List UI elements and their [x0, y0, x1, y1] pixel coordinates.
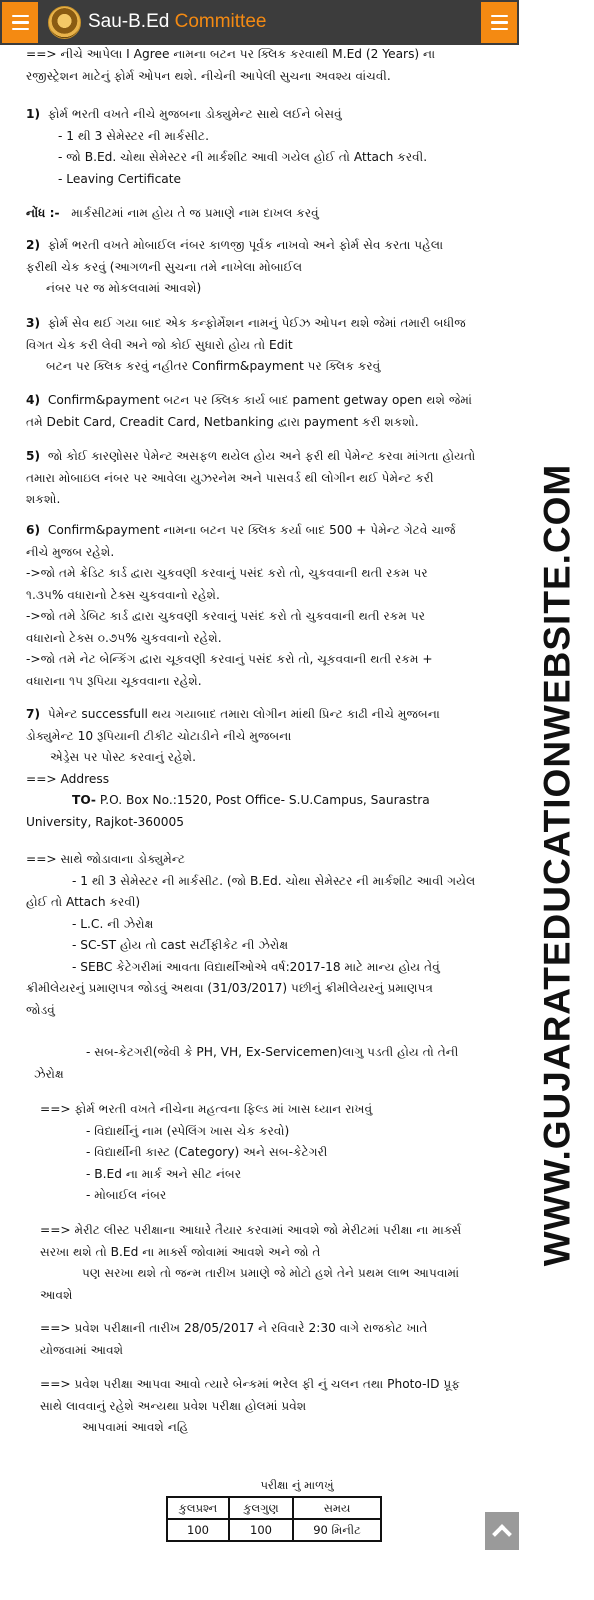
instruction-4: [26, 390, 508, 433]
paragraph-line: સાથે લાવવાનું રહેશે અન્યથા પ્રવેશ પરીક્ષા હોલમાં પ્રવેશ: [40, 1398, 307, 1413]
paragraph-line: આવશે: [40, 1287, 73, 1302]
menu-bar: [491, 28, 508, 31]
step-number: 3): [26, 316, 41, 330]
address-line: University, Rajkot-360005: [26, 814, 185, 829]
step-text: વધારાનો ટેક્સ ૦.૭૫% ચુકવવાનો રહેશે.: [26, 630, 222, 645]
step-text: ફોર્મ ભરતી વખતે મોબાઈલ નંબર કાળજી પૂર્વક નાખવો અને ફોર્મ સેવ કરતા પહેલા: [47, 238, 444, 252]
documents-section: [26, 849, 508, 1021]
list-item: - Leaving Certificate: [58, 171, 182, 186]
step-text: વિગત ચેક કરી લેવી અને જો કોઈ સુધારો હોય તો Edit: [26, 337, 293, 352]
paragraph-line: આપવામાં આવશે નહિ: [82, 1420, 189, 1434]
table-header-row: [167, 1497, 381, 1519]
list-item: - L.C. ની ઝેરોક્ષ: [72, 916, 154, 931]
paragraph-line: પણ સરખા થશે તો જન્મ તારીખ પ્રમાણે જે મોટો હશે તેને પ્રથમ લાભ આપવામાં: [82, 1266, 460, 1280]
instruction-6: [26, 520, 508, 692]
instruction-5: [26, 446, 508, 511]
note-paragraph: [26, 203, 508, 225]
step-text: નીચે મુજબ રહેશે.: [26, 544, 115, 559]
column-header: કુલપ્રશ્ન: [167, 1497, 229, 1519]
list-item: - જો B.Ed. ચોથા સેમેસ્ટર ની માર્કશીટ આવી ગયેલ હોઈ તો Attach કરવી.: [58, 150, 428, 164]
step-text: ફોર્મ ભરતી વખતે નીચે મુજબના ડોક્યુમેન્ટ સાથે લઈને બેસવું: [47, 107, 342, 121]
step-text: ફોર્મ સેવ થઈ ગયા બાદ એક કન્ફોર્મેશન નામનું પેઈઝ ઓપન થશે જેમાં તમારી બધીજ: [47, 316, 466, 330]
step-text: વધારાના ૧૫ રૂપિયા ચૂકવવાના રહેશે.: [26, 673, 202, 688]
step-text: નંબર પર જ મોકલવામાં આવશે): [46, 281, 202, 295]
hamburger-menu-icon[interactable]: [2, 2, 38, 43]
step-text: ૧.૩૫% વધારાનો ટેક્સ ચુકવવાનો રહેશે.: [26, 587, 220, 602]
list-item: - 1 થી 3 સેમેસ્ટર ની માર્કસીટ.: [58, 128, 209, 143]
step-text: એડ્રેસ પર પોસ્ટ કરવાનું રહેશે.: [50, 750, 197, 764]
chevron-up-icon: [492, 1524, 512, 1544]
top-navigation-bar: [0, 0, 519, 45]
paragraph-line: ==> મેરીટ લીસ્ટ પરીક્ષાના આધારે તૈયાર કરવામાં આવશે જો મેરીટમાં પરીક્ષા ના માર્ક્સ: [40, 1223, 462, 1237]
menu-bar: [491, 15, 508, 18]
website-watermark: WWW.GUJARATEDUCATIONWEBSITE.COM: [536, 463, 578, 1267]
instruction-7: [26, 704, 508, 833]
step-number: 1): [26, 107, 41, 121]
site-title-accent: Committee: [174, 11, 267, 32]
list-item: - વિદ્યાર્થીની કાસ્ટ (Category) અને સબ-કેટેગરી: [86, 1145, 328, 1159]
intro-paragraph: [26, 44, 508, 87]
list-item: - SEBC કેટેગરીમાં આવતા વિદ્યાર્થીઓએ વર્ષ:2017-18 માટે માન્ય હોય તેવું: [72, 959, 440, 974]
paragraph-line: ==> પ્રવેશ પરીક્ષા આપવા આવો ત્યારે બેન્કમાં ભરેલ ફી નું ચલન તથા Photo-ID પ્રૂફ: [40, 1377, 460, 1391]
menu-bar: [491, 21, 508, 24]
site-title[interactable]: [88, 10, 266, 34]
column-header: કુલગુણ: [229, 1497, 293, 1519]
note-text: માર્કસીટમાં નામ હોય તે જ પ્રમાણે નામ દાખલ કરવું: [71, 206, 319, 220]
scroll-to-top-button[interactable]: [485, 1512, 519, 1550]
list-item: - વિદ્યાર્થીનું નામ (સ્પેલિંગ ખાસ ચેક કરવો): [86, 1123, 290, 1138]
exam-structure-table: [166, 1496, 382, 1542]
step-number: 6): [26, 523, 41, 537]
step-text: તમારા મોબાઇલ નંબર પર આવેલા યુઝરનેમ અને પાસવર્ડ થી લોગીન થઈ પેમેન્ટ કરી: [26, 470, 434, 485]
instruction-1: [26, 104, 508, 190]
step-text: ->જો તમે નેટ બેન્કિંગ દ્વારા ચૂકવણી કરવાનું પસંદ કરો તો, ચૂકવવાની થતી રકમ +: [26, 652, 433, 666]
subcategory-note: [26, 1042, 508, 1085]
step-number: 5): [26, 449, 41, 463]
step-text: જો કોઈ કારણોસર પેમેન્ટ અસફળ થયેલ હોય અને ફરી થી પેમેન્ટ કરવા માંગતા હોયતો: [47, 449, 476, 463]
section-heading: ==> ફોર્મ ભરતી વખતે નીચેના મહત્વના ફિલ્ડ માં ખાસ ધ્યાન રાખવું: [40, 1102, 373, 1116]
list-item: ક્રીમીલેયરનું પ્રમાણપત્ર જોડવું અથવા (31/03/2017) પછીનું ક્રીમીલેયરનું પ્રમાણપત્ર: [26, 981, 433, 995]
exam-date-paragraph: [26, 1318, 508, 1361]
site-title-main: Sau-B.Ed: [88, 11, 170, 32]
exam-requirements-paragraph: [26, 1374, 508, 1439]
step-text: ડોક્યુમેન્ટ 10 રૂપિયાની ટીકીટ ચોટાડીને નીચે મુજબના: [26, 728, 292, 743]
paragraph-line: ==> પ્રવેશ પરીક્ષાની તારીખ 28/05/2017 ને રવિવારે 2:30 વાગે રાજકોટ ખાતે: [40, 1321, 428, 1335]
merit-list-paragraph: [26, 1220, 508, 1306]
paragraph-line: યોજવામાં આવશે: [40, 1342, 124, 1357]
table-row: [167, 1519, 381, 1541]
list-item: - મોબાઈલ નંબર: [86, 1188, 167, 1202]
menu-bar: [12, 15, 29, 18]
list-item: - SC-ST હોય તો cast સર્ટીફીકેટ ની ઝેરોક્ષ: [72, 938, 289, 952]
step-text: શકશો.: [26, 492, 61, 506]
step-text: ફરીથી ચેક કરવું (આગળની સુચના તમે નાખેલા મોબાઈલ: [26, 259, 303, 274]
hamburger-menu-icon[interactable]: [481, 2, 517, 43]
list-item: - 1 થી 3 સેમેસ્ટર ની માર્કસીટ. (જો B.Ed. ચોથા સેમેસ્ટર ની માર્કશીટ આવી ગયેલ: [72, 873, 476, 888]
list-item: જોડવું: [26, 1002, 55, 1017]
address-line: P.O. Box No.:1520, Post Office- S.U.Campus, Saurastra: [95, 793, 430, 807]
instruction-2: [26, 235, 508, 300]
section-heading: ==> સાથે જોડાવાના ડોક્યુમેન્ટ: [26, 852, 186, 866]
list-item: - B.Ed ના માર્ક અને સીટ નંબર: [86, 1166, 242, 1181]
intro-line: ==> નીચે આપેલા I Agree નામના બટન પર ક્લિક કરવાથી M.Ed (2 Years) ના: [26, 47, 436, 61]
list-item: ઝેરોક્ષ: [34, 1066, 64, 1081]
menu-bar: [12, 21, 29, 24]
step-number: 2): [26, 238, 41, 252]
university-seal-logo[interactable]: [48, 6, 81, 39]
step-text: Confirm&payment નામના બટન પર ક્લિક કર્યા બાદ 500 + પેમેન્ટ ગેટવે ચાર્જ: [47, 523, 456, 537]
table-cell: 100: [229, 1519, 293, 1541]
step-text: બટન પર ક્લિક કરવું નહીતર Confirm&payment પર ક્લિક કરવું: [46, 359, 381, 373]
step-text: Confirm&payment બટન પર ક્લિક કાર્ય બાદ pament getway open થશે જેમાં: [47, 393, 472, 407]
note-label: નોંધ :-: [26, 206, 60, 220]
column-header: સમય: [293, 1497, 381, 1519]
list-item: - સબ-કેટગરી(જેવી કે PH, VH, Ex-Servicemen)લાગુ પડતી હોય તો તેની: [86, 1045, 459, 1059]
step-text: તમે Debit Card, Creadit Card, Netbanking દ્વારા payment કરી શકશો.: [26, 414, 419, 429]
address-to-label: TO-: [72, 793, 96, 807]
paragraph-line: સરખા થશે તો B.Ed ના માર્ક્સ જોવામાં આવશે અને જો તે: [40, 1244, 321, 1259]
table-cell: 90 મિનીટ: [293, 1519, 381, 1541]
step-number: 7): [26, 707, 41, 721]
important-fields-section: [26, 1099, 508, 1207]
address-label: ==> Address: [26, 771, 110, 786]
list-item: હોઈ તો Attach કરવી): [26, 895, 141, 909]
instruction-3: [26, 313, 508, 378]
step-text: પેમેન્ટ successfull થય ગયાબાદ તમારા લોગીન માંથી પ્રિન્ટ કાઢી નીચે મુજબના: [47, 707, 440, 721]
intro-line: રજીસ્ટ્રેશન માટેનું ફોર્મ ઓપન થશે. નીચેની આપેલી સુચના અવશ્ય વાંચવી.: [26, 68, 391, 83]
step-number: 4): [26, 393, 41, 407]
exam-structure-title: પરીક્ષા નું માળખું: [260, 1478, 334, 1492]
menu-bar: [12, 28, 29, 31]
table-cell: 100: [167, 1519, 229, 1541]
step-text: ->જો તમે ડેબિટ કાર્ડ દ્વારા ચુકવણી કરવાનું પસંદ કરો તો ચુકવવાની થતી રકમ પર: [26, 609, 426, 623]
step-text: ->જો તમે ક્રેડિટ કાર્ડ દ્વારા ચુકવણી કરવાનું પસંદ કરો તો, ચુકવવાની થતી રકમ પર: [26, 566, 428, 580]
